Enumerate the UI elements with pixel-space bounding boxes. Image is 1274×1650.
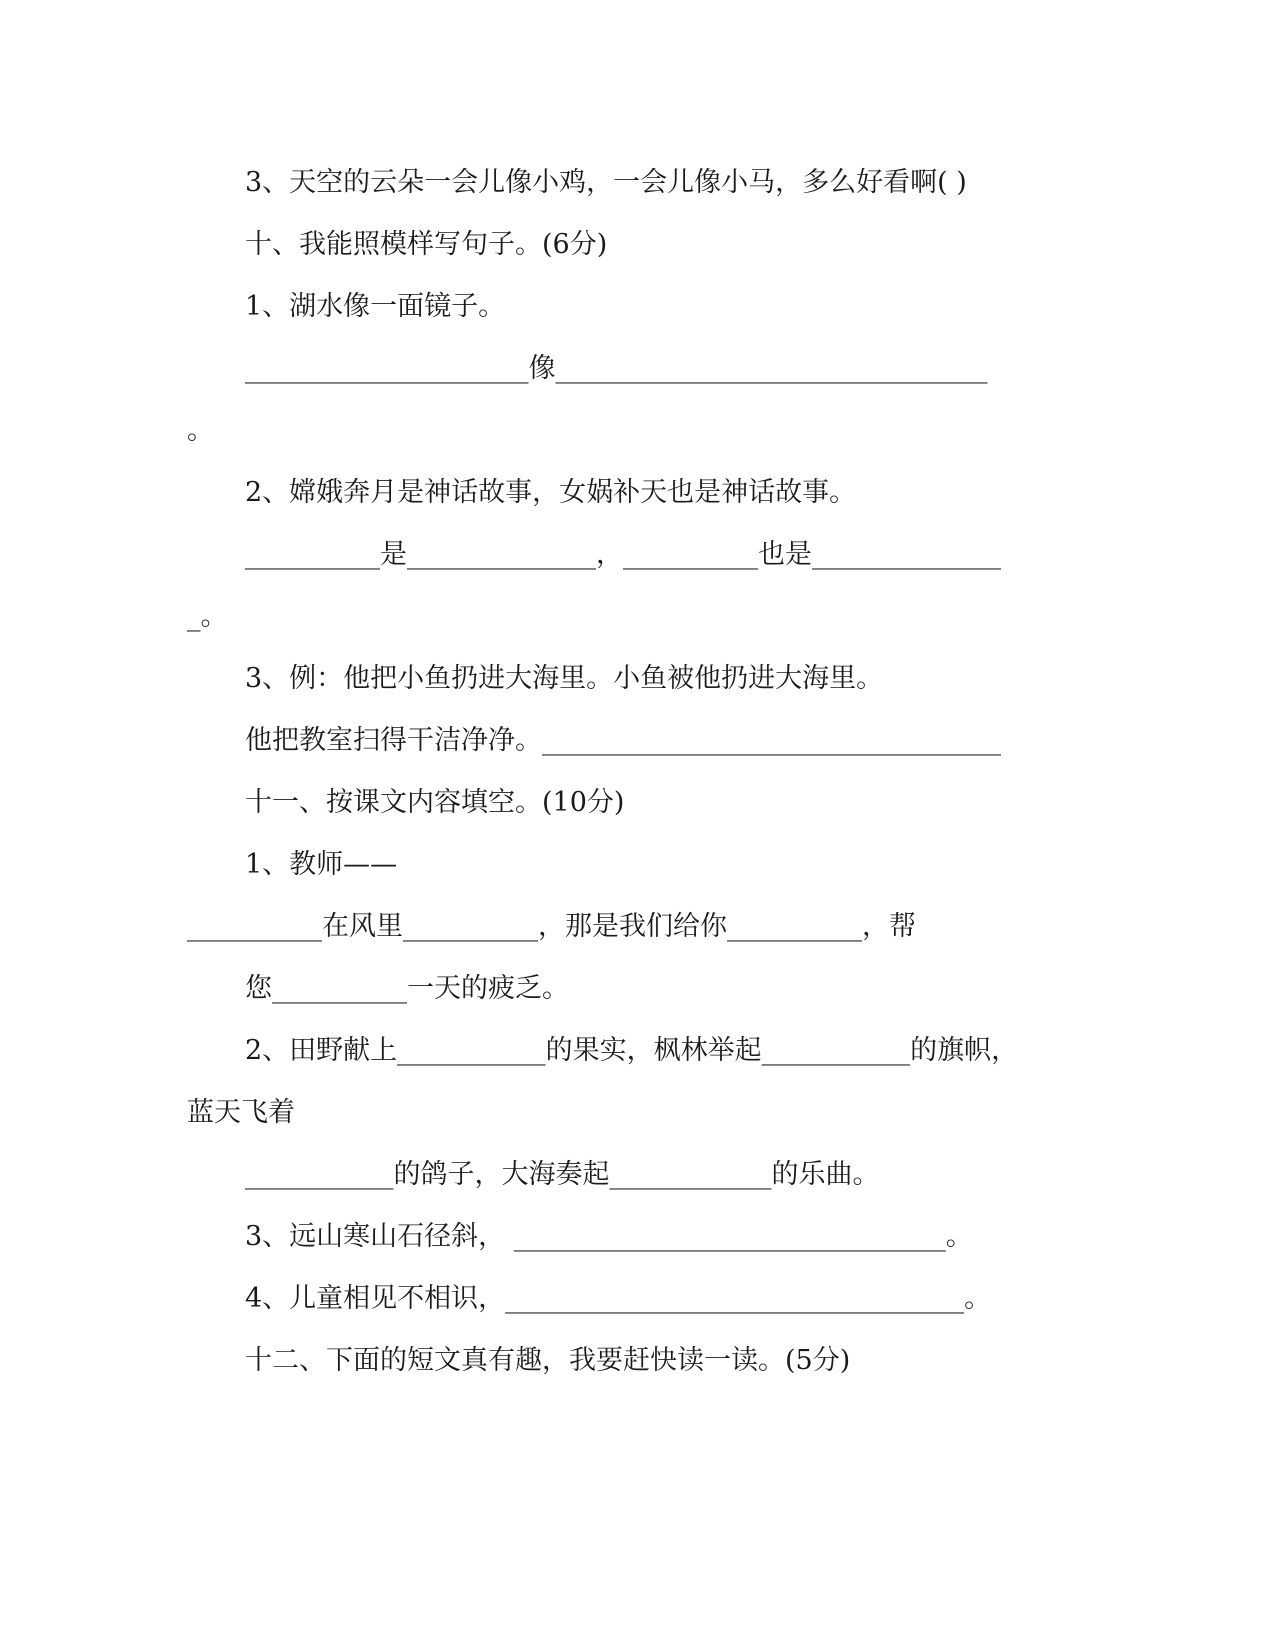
section-11-item-3: 3、远山寒山石径斜， ________________________________。 [245,1221,973,1252]
section-11-item-4: 4、儿童相见不相识，__________________________________。 [245,1283,992,1314]
section-10-item-2-blank: __________是______________，__________也是______________ [245,539,1001,570]
section-10-item-2: 2、嫦娥奔月是神话故事，女娲补天也是神话故事。 [245,477,857,508]
section-10-heading: 十、我能照模样写句子。(6分) [245,229,608,260]
section-11-item-2-line-3: ___________的鸽子，大海奏起____________的乐曲。 [245,1159,880,1190]
question-9-item-3: 3、天空的云朵一会儿像小鸡，一会儿像小马，多么好看啊( ) [245,167,967,198]
section-10-item-3: 3、例：他把小鱼扔进大海里。小鱼被他扔进大海里。 [245,663,884,694]
section-11-item-1-line-2: 您__________一天的疲乏。 [245,973,569,1004]
section-10-item-1: 1、湖水像一面镜子。 [245,291,506,322]
section-11-item-1: 1、教师—— [245,849,398,880]
section-11-heading: 十一、按课文内容填空。(10分) [245,787,625,818]
section-11-item-2-line-2: 蓝天飞着 [187,1097,295,1128]
section-10-item-1-blank: _____________________像________________________________ [245,353,988,384]
section-11-item-2-line-1: 2、田野献上___________的果实，枫林举起___________的旗帜， [245,1035,1019,1066]
section-10-item-2-blank-end: _。 [187,601,228,632]
section-11-item-1-line-1: __________在风里__________，那是我们给你__________，帮 [187,911,916,942]
section-10-item-3-blank: 他把教室扫得干洁净净。__________________________________ [245,725,1001,756]
section-10-item-1-blank-end: 。 [187,415,214,446]
section-12-heading: 十二、下面的短文真有趣，我要赶快读一读。(5分) [245,1345,851,1376]
